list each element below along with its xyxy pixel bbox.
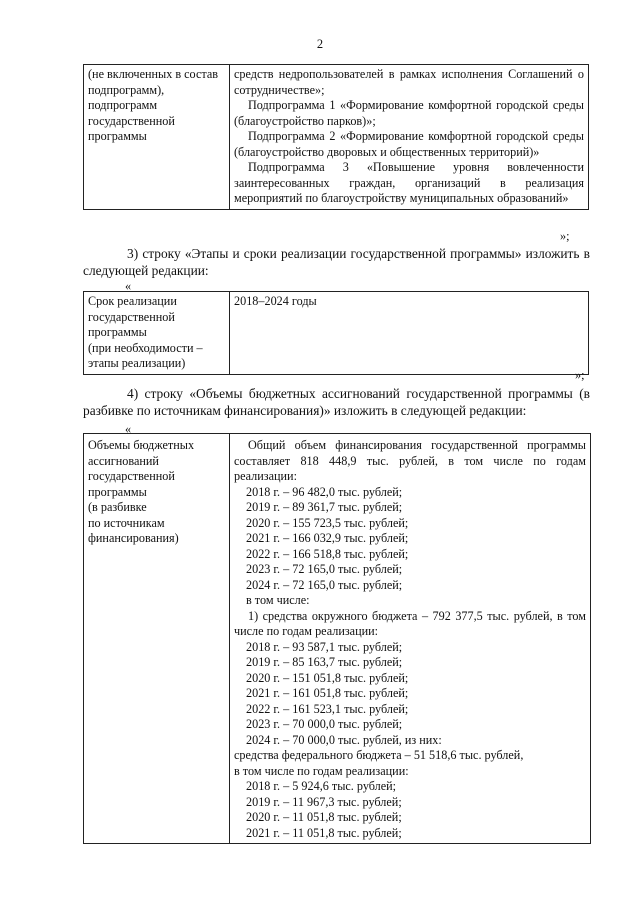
left-line: подпрограмм <box>88 98 158 112</box>
left-line: программы <box>88 484 147 499</box>
open-quote: « <box>125 422 132 436</box>
total-year: 2021 г. – 166 032,9 тыс. рублей; <box>246 531 409 545</box>
stages-value: 2018–2024 годы <box>234 294 317 308</box>
left-line: (при необходимости – <box>88 340 203 355</box>
table-subprograms-right-cell <box>230 65 589 210</box>
total-year: 2020 г. – 155 723,5 тыс. рублей; <box>246 515 409 530</box>
left-line: ассигнований <box>88 453 159 468</box>
table-funding-left-cell <box>84 434 230 844</box>
federal-year: 2021 г. – 11 051,8 тыс. рублей; <box>246 825 402 840</box>
district-year: 2020 г. – 151 051,8 тыс. рублей; <box>246 670 409 685</box>
left-line: государственной <box>88 309 175 324</box>
total-year: 2024 г. – 72 165,0 тыс. рублей; <box>246 577 403 592</box>
federal-budget-intro: средства федерального бюджета – 51 518,6 тыс. рублей, <box>234 748 524 762</box>
table-subprograms-left-cell <box>84 65 230 210</box>
subprogram-1: Подпрограмма 1 «Формирование комфортной городской среды (благоустройство парков)»; <box>234 98 584 128</box>
district-year: 2018 г. – 93 587,1 тыс. рублей; <box>246 639 403 654</box>
subprogram-3: Подпрограмма 3 «Повышение уровня вовлеченности заинтересованных граждан, организаций в реализация мероприятий по благоустройству муниципальных образований» <box>234 160 584 205</box>
table-subprograms <box>83 64 589 210</box>
left-line: по источникам <box>88 515 165 530</box>
district-year: 2021 г. – 161 051,8 тыс. рублей; <box>246 686 409 700</box>
district-years-list <box>234 640 586 749</box>
district-year: 2019 г. – 85 163,7 тыс. рублей; <box>246 655 403 669</box>
left-line: (в разбивке <box>88 500 147 514</box>
item3-text: 3) строку «Этапы и сроки реализации государственной программы» изложить в следующей редакции: <box>83 246 590 278</box>
federal-budget-sub: в том числе по годам реализации: <box>234 763 409 778</box>
item4-text: 4) строку «Объемы бюджетных ассигнований государственной программы (в разбивке по источникам финансирования)» изложить в следующей редакции: <box>83 386 590 418</box>
paragraph: средств недропользователей в рамках исполнения Соглашений о сотрудничестве»; <box>234 67 584 97</box>
left-line: программы <box>88 129 147 143</box>
subprogram-2: Подпрограмма 2 «Формирование комфортной городской среды (благоустройство дворовых и общественных территорий)» <box>234 129 584 159</box>
federal-year: 2018 г. – 5 924,6 тыс. рублей; <box>246 779 397 793</box>
district-year: 2023 г. – 70 000,0 тыс. рублей; <box>246 717 403 731</box>
left-line: Объемы бюджетных <box>88 438 195 452</box>
district-year: 2022 г. – 161 523,1 тыс. рублей; <box>246 701 409 716</box>
left-line: финансирования) <box>88 531 179 545</box>
table-funding <box>83 433 591 844</box>
left-line: государственной <box>88 469 175 483</box>
federal-year: 2020 г. – 11 051,8 тыс. рублей; <box>246 810 402 824</box>
left-line: этапы реализации) <box>88 356 186 370</box>
total-year: 2018 г. – 96 482,0 тыс. рублей; <box>246 484 403 499</box>
total-year: 2022 г. – 166 518,8 тыс. рублей; <box>246 546 409 561</box>
left-line: программы <box>88 325 147 339</box>
federal-years-list <box>234 779 586 841</box>
close-quote: »; <box>560 229 570 243</box>
federal-year: 2019 г. – 11 967,3 тыс. рублей; <box>246 794 402 809</box>
total-years-list <box>234 485 586 609</box>
left-line: Срок реализации <box>88 294 177 308</box>
district-budget-intro: 1) средства окружного бюджета – 792 377,5 тыс. рублей, в том числе по годам реализации: <box>234 608 586 638</box>
total-year: 2019 г. – 89 361,7 тыс. рублей; <box>246 500 403 514</box>
table-funding-right-cell <box>230 434 591 844</box>
table-stages <box>83 291 589 375</box>
total-year: 2023 г. – 72 165,0 тыс. рублей; <box>246 562 403 576</box>
left-line: государственной <box>88 113 175 128</box>
page-number: 2 <box>316 37 324 51</box>
open-quote: « <box>125 279 132 293</box>
left-line: (не включенных в состав <box>88 67 219 81</box>
table-stages-left-cell <box>84 292 230 375</box>
funding-intro: Общий объем финансирования государственной программы составляет 818 448,9 тыс. рублей, в том числе по годам реализации: <box>234 438 586 483</box>
close-quote: »; <box>575 368 585 382</box>
table-stages-right-cell <box>230 292 589 375</box>
including-label: в том числе: <box>246 593 310 607</box>
left-line: подпрограмм), <box>88 82 165 97</box>
district-year: 2024 г. – 70 000,0 тыс. рублей, из них: <box>246 732 442 747</box>
